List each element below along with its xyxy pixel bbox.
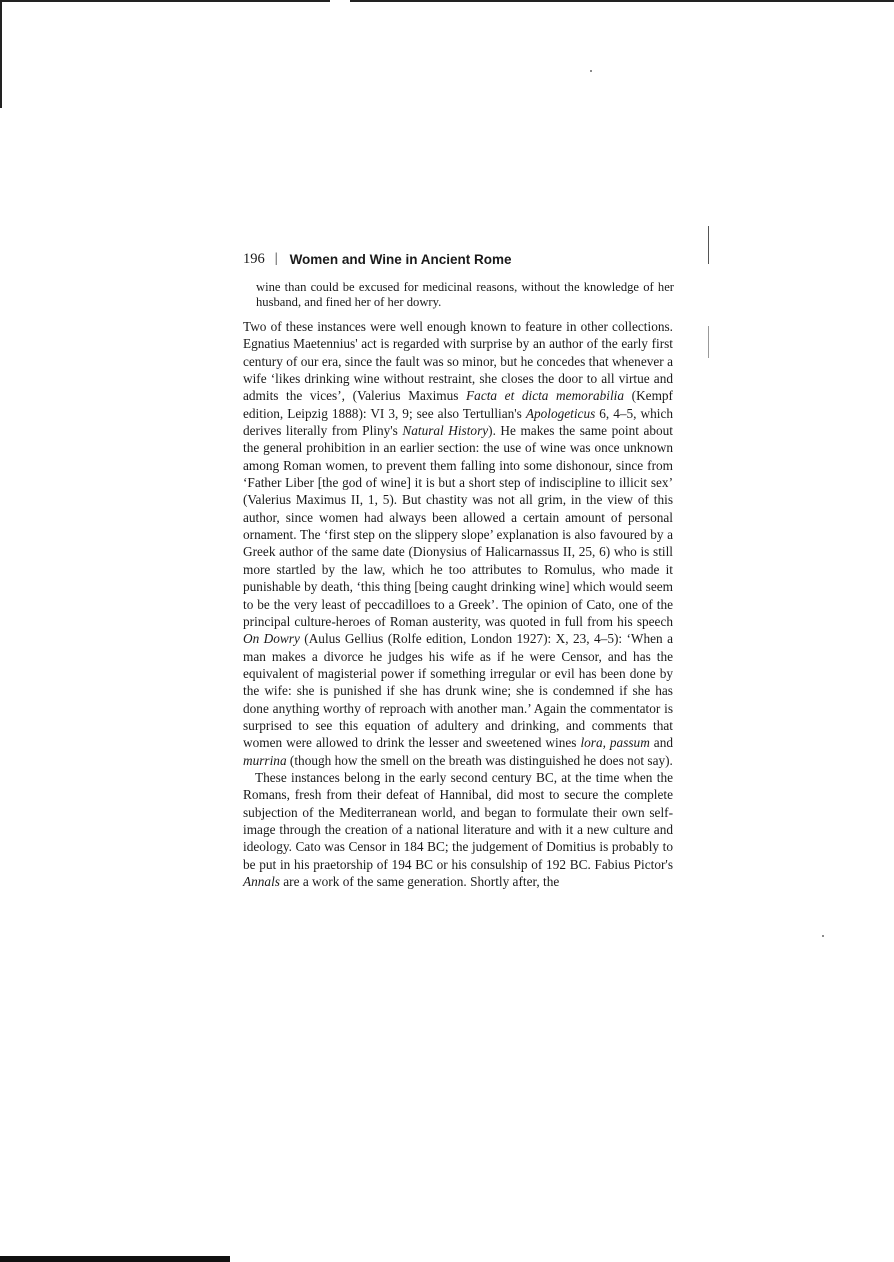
text-run: (though how the smell on the breath was distinguished he does not say).	[286, 752, 673, 768]
italic-title-run: lora, passum	[580, 735, 650, 751]
text-run: These instances belong in the early second century BC, at the time when the Romans, fresh from their defeat of Hannibal, did most to secure the complete subjection of the Mediterranean world, and began to formulate their own self-image through the creation of a national literature and with it a new culture and ideology. Cato was Censor in 184 BC; the judgement of Domitius is probably to be put in his praetorship of 194 BC or his consulship of 192 BC. Fabius Pictor's	[243, 769, 673, 872]
text-run: 6, 4–5, which derives literally from Pliny's	[243, 405, 673, 439]
text-run: (Kempf edition, Leipzig 1888): VI 3, 9; see also Tertullian's	[243, 388, 673, 421]
italic-title-run: Apologeticus	[525, 405, 596, 421]
body-text	[243, 318, 673, 890]
paragraph-1	[243, 318, 673, 769]
scan-edge-bottom	[0, 1256, 230, 1262]
text-run: (Aulus Gellius (Rolfe edition, London 1927): X, 23, 4–5): ‘When a man makes a divorce he judges his wife as if he were Censor, and has the equivalent of magisterial power if something irregular or evil has been done by the wife: she is punished if she has drunk wine; she is condemned if she has done anything worthy of reproach with another man.’ Again the commentator is surprised to see this equation of adultery and drinking, and comments that women were allowed to drink the lesser and sweetened wines	[243, 631, 673, 751]
paragraph-2	[243, 769, 673, 890]
scan-edge-left	[0, 0, 2, 108]
block-quote: wine than could be excused for medicinal reasons, without the knowledge of her husband, and fined her of her dowry.	[256, 280, 674, 309]
page-number: 196	[243, 250, 265, 267]
italic-title-run: Annals	[243, 874, 280, 889]
scan-mark-right-upper	[708, 226, 709, 264]
scan-speck	[590, 70, 592, 72]
scan-edge-top-right	[350, 0, 894, 2]
running-head-title: Women and Wine in Ancient Rome	[289, 251, 512, 267]
italic-title-run: On Dowry	[243, 631, 300, 647]
running-head	[243, 248, 673, 270]
scan-speck	[822, 935, 824, 937]
book-page	[243, 248, 673, 890]
running-head-separator: |	[274, 251, 278, 266]
scan-edge-top-left	[0, 0, 330, 2]
italic-title-run: Facta et dicta memorabilia	[466, 388, 625, 404]
text-run: ). He makes the same point about the general prohibition in an earlier section: the use of wine was once unknown among Roman women, to prevent them falling into some dishonour, since from ‘Father Liber [the god of wine] it is but a short step of indiscipline to illicit sex’ (Valerius Maximus II, 1, 5). But chastity was not all grim, in the view of this author, since women had always been allowed a certain amount of personal ornament. The ‘first step on the slippery slope’ explanation is also favoured by a Greek author of the same date (Dionysius of Halicarnassus II, 25, 6) who is still more startled by the law, which he too attributes to Romulus, who made it punishable by death, ‘this thing [being caught drinking wine] which would seem to be the very least of peccadilloes to a Greek’. The opinion of Cato, one of the principal culture-heroes of Roman austerity, was quoted in full from his speech	[243, 423, 673, 629]
italic-title-run: murrina	[243, 752, 287, 768]
text-run: and	[649, 735, 673, 751]
text-run: Two of these instances were well enough known to feature in other collections. Egnatius Maetennius' act is regarded with surprise by an author of the early first century of our era, since the fault was so minor, but he concedes that whenever a wife ‘likes drinking wine without restraint, she closes the door to all virtue and admits the vices’, (Valerius Maximus	[243, 319, 673, 404]
text-run: are a work of the same generation. Shortly after, the	[279, 874, 560, 889]
scan-mark-right-middle	[708, 326, 709, 358]
italic-title-run: Natural History	[402, 423, 489, 439]
